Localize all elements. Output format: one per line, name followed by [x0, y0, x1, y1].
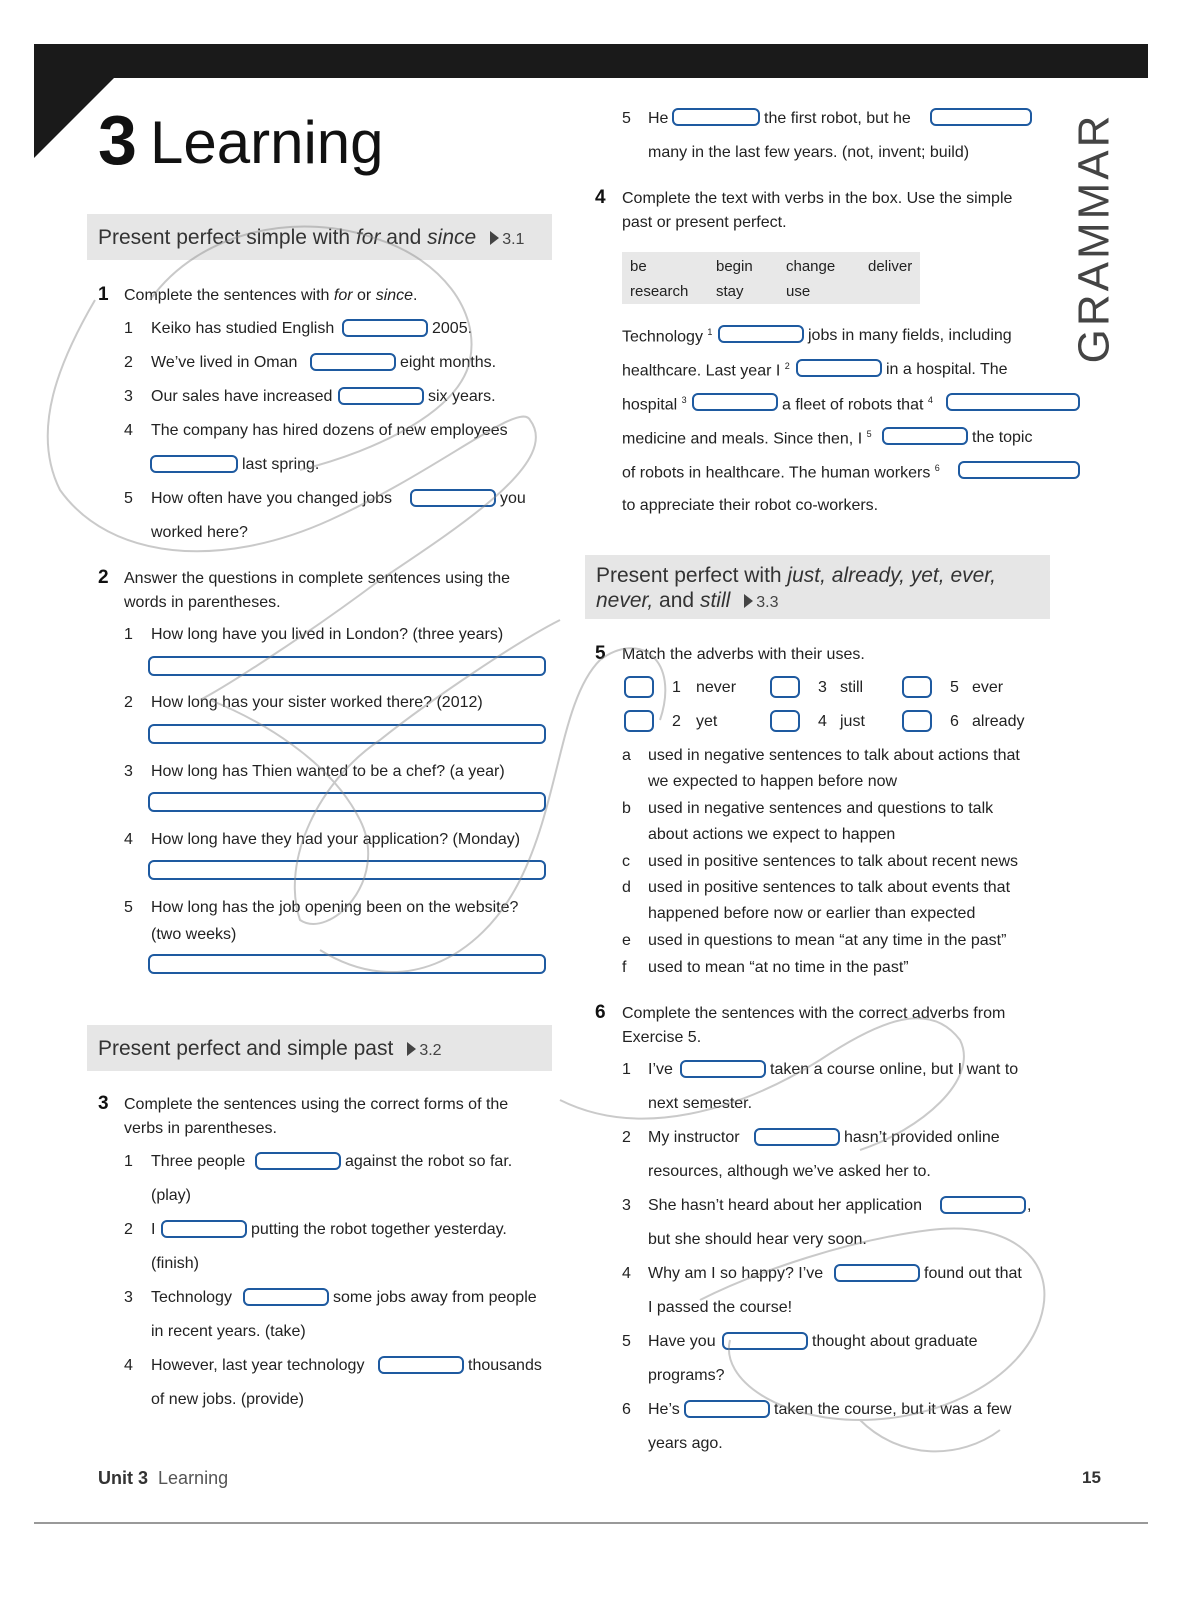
- exercise-number: 6: [595, 1002, 606, 1023]
- answer-line[interactable]: [148, 724, 546, 744]
- word-box-item: use: [786, 283, 811, 300]
- item-number: 2: [622, 1129, 631, 1146]
- item-text: taken the course, but it was a few: [774, 1401, 1012, 1418]
- word-box-item: begin: [716, 258, 753, 275]
- exercise-instruction: Complete the sentences with for or since.: [124, 287, 418, 304]
- play-triangle-icon: [407, 1042, 416, 1056]
- match-box[interactable]: [624, 710, 654, 732]
- item-hint: in recent years. (take): [151, 1323, 306, 1340]
- answer-blank[interactable]: [150, 455, 238, 473]
- answer-blank[interactable]: [722, 1332, 808, 1350]
- use-text: used in positive sentences to talk about events that: [648, 879, 1011, 896]
- adverb-word: still: [840, 679, 864, 696]
- item-text: 2005.: [432, 320, 473, 337]
- use-text: used in positive sentences to talk about recent news: [648, 853, 1018, 870]
- item-hint: (play): [151, 1187, 192, 1204]
- adverb-number: 2: [672, 713, 681, 730]
- section-ref: 3.1: [490, 231, 524, 248]
- text-line: the topic: [972, 429, 1033, 446]
- item-text: We’ve lived in Oman: [151, 354, 298, 371]
- exercise-number: 1: [98, 284, 109, 305]
- answer-blank[interactable]: [930, 108, 1032, 126]
- use-letter: c: [622, 853, 630, 870]
- text-line: a fleet of robots that $^4$: [782, 395, 933, 414]
- page-number: 15: [1082, 1468, 1101, 1487]
- answer-blank[interactable]: [243, 1288, 329, 1306]
- text-line: healthcare. Last year I $^2$: [622, 361, 790, 380]
- use-letter: f: [622, 959, 627, 976]
- section-title-3-1: Present perfect simple with for and since 3.1: [98, 226, 525, 249]
- item-text: programs?: [648, 1367, 725, 1384]
- item-number: 5: [622, 1333, 631, 1350]
- item-text: My instructor: [648, 1129, 740, 1146]
- unit-number: 3: [98, 101, 137, 179]
- question-text: How long has the job opening been on the website?: [151, 899, 519, 916]
- answer-blank[interactable]: [882, 427, 968, 445]
- answer-blank[interactable]: [718, 325, 804, 343]
- adverb-number: 5: [950, 679, 959, 696]
- text-line: in a hospital. The: [886, 361, 1008, 378]
- item-text: I’ve: [648, 1061, 673, 1078]
- item-text: hasn’t provided online: [844, 1129, 1000, 1146]
- footer-unit: Unit 3 Learning: [98, 1468, 229, 1488]
- item-text: you: [500, 490, 526, 507]
- exercise-instruction-line1: Answer the questions in complete sentences using the: [124, 570, 511, 587]
- item-text: six years.: [428, 388, 496, 405]
- exercise-number: 3: [98, 1093, 109, 1114]
- text-line: jobs in many fields, including: [808, 327, 1012, 344]
- item-text: against the robot so far.: [345, 1153, 513, 1170]
- word-box-item: change: [786, 258, 836, 275]
- item-number: 1: [124, 626, 133, 643]
- exercise-instruction: Match the adverbs with their uses.: [622, 646, 865, 663]
- use-letter: d: [622, 879, 631, 896]
- exercise-instruction-line1: Complete the text with verbs in the box. Use the simple: [622, 190, 1013, 207]
- answer-line[interactable]: [148, 656, 546, 676]
- match-box[interactable]: [770, 676, 800, 698]
- item-text: Keiko has studied English: [151, 320, 335, 337]
- answer-blank[interactable]: [834, 1264, 920, 1282]
- play-triangle-icon: [490, 231, 499, 245]
- exercise-number: 2: [98, 567, 109, 588]
- item-text: He: [648, 110, 669, 127]
- item-number: 5: [622, 110, 631, 127]
- item-number: 3: [124, 763, 133, 780]
- item-text: He’s: [648, 1401, 680, 1418]
- use-text: used in negative sentences to talk about actions that: [648, 747, 1020, 764]
- item-number: 3: [622, 1197, 631, 1214]
- item-text: thousands: [468, 1357, 542, 1374]
- word-box-item: stay: [716, 283, 744, 300]
- side-label: GRAMMAR: [1069, 112, 1119, 364]
- exercise-instruction-line2: verbs in parentheses.: [124, 1120, 277, 1137]
- adverb-number: 6: [950, 713, 959, 730]
- item-text: taken a course online, but I want to: [770, 1061, 1019, 1078]
- text-line: medicine and meals. Since then, I $^5$: [622, 429, 872, 448]
- item-hint: of new jobs. (provide): [151, 1391, 304, 1408]
- item-text: Three people: [151, 1153, 246, 1170]
- footer-rule: [34, 1522, 1148, 1524]
- match-box[interactable]: [624, 676, 654, 698]
- use-text: we expected to happen before now: [648, 773, 898, 790]
- item-text: last spring.: [242, 456, 320, 473]
- adverb-word: never: [696, 679, 737, 696]
- section-ref: 3.2: [407, 1042, 441, 1059]
- answer-blank[interactable]: [161, 1220, 247, 1238]
- answer-blank[interactable]: [754, 1128, 840, 1146]
- answer-blank[interactable]: [946, 393, 1080, 411]
- item-text: Technology: [151, 1289, 232, 1306]
- exercise-instruction-line2: words in parentheses.: [124, 594, 281, 611]
- play-triangle-icon: [744, 594, 753, 608]
- match-box[interactable]: [902, 676, 932, 698]
- section-title-3-2: Present perfect and simple past 3.2: [98, 1037, 442, 1060]
- item-number: 2: [124, 694, 133, 711]
- answer-blank[interactable]: [342, 319, 428, 337]
- item-text: She hasn’t heard about her application: [648, 1197, 922, 1214]
- item-number: 2: [124, 354, 133, 371]
- item-text: thought about graduate: [812, 1333, 978, 1350]
- question-text: How long have you lived in London? (three years): [151, 626, 504, 643]
- use-letter: e: [622, 932, 631, 949]
- adverb-number: 3: [818, 679, 827, 696]
- use-text: used in negative sentences and questions to talk: [648, 800, 994, 817]
- answer-line[interactable]: [148, 860, 546, 880]
- answer-blank[interactable]: [680, 1060, 766, 1078]
- answer-blank[interactable]: [672, 108, 760, 126]
- item-number: 5: [124, 490, 133, 507]
- answer-blank[interactable]: [310, 353, 396, 371]
- item-text: resources, although we’ve asked her to.: [648, 1163, 931, 1180]
- use-text: used to mean “at no time in the past”: [648, 959, 909, 976]
- use-letter: a: [622, 747, 631, 764]
- exercise-instruction-line1: Complete the sentences using the correct forms of the: [124, 1096, 509, 1113]
- item-number: 1: [124, 1153, 133, 1170]
- adverb-word: ever: [972, 679, 1004, 696]
- unit-title: Learning: [150, 109, 384, 176]
- adverb-number: 4: [818, 713, 827, 730]
- answer-line[interactable]: [148, 792, 546, 812]
- item-text: Have you: [648, 1333, 716, 1350]
- item-text: ,: [1027, 1197, 1032, 1214]
- use-text: used in questions to mean “at any time in the past”: [648, 932, 1007, 949]
- question-text: How long have they had your application? (Monday): [151, 831, 521, 848]
- item-number: 1: [622, 1061, 631, 1078]
- use-text: about actions we expect to happen: [648, 826, 896, 843]
- item-text: How often have you changed jobs: [151, 490, 393, 507]
- item-text: found out that: [924, 1265, 1022, 1282]
- text-line: to appreciate their robot co-workers.: [622, 497, 879, 514]
- exercise-instruction-line2: Exercise 5.: [622, 1029, 702, 1046]
- match-box[interactable]: [902, 710, 932, 732]
- answer-blank[interactable]: [958, 461, 1080, 479]
- item-number: 4: [124, 422, 133, 439]
- header-bar: [34, 44, 1148, 78]
- item-text: some jobs away from people: [333, 1289, 537, 1306]
- item-text: eight months.: [400, 354, 497, 371]
- text-line: hospital $^3$: [622, 395, 687, 414]
- use-text: happened before now or earlier than expected: [648, 905, 976, 922]
- answer-blank[interactable]: [684, 1400, 770, 1418]
- item-text: I passed the course!: [648, 1299, 793, 1316]
- adverb-word: yet: [696, 713, 718, 730]
- answer-blank[interactable]: [692, 393, 778, 411]
- question-text: How long has your sister worked there? (2012): [151, 694, 483, 711]
- word-box-item: research: [630, 283, 689, 300]
- section-title-3-3: Present perfect with just, already, yet, ever, never, and still 3.3: [596, 564, 996, 612]
- item-hint: (finish): [151, 1255, 200, 1272]
- item-text: years ago.: [648, 1435, 723, 1452]
- item-number: 6: [622, 1401, 631, 1418]
- match-box[interactable]: [770, 710, 800, 732]
- item-number: 4: [124, 831, 133, 848]
- item-text: However, last year technology: [151, 1357, 365, 1374]
- answer-blank[interactable]: [378, 1356, 464, 1374]
- item-text: Our sales have increased: [151, 388, 333, 405]
- item-text: next semester.: [648, 1095, 753, 1112]
- word-box-item: be: [630, 258, 647, 275]
- section-ref: 3.3: [744, 594, 778, 611]
- item-number: 2: [124, 1221, 133, 1238]
- answer-line[interactable]: [148, 954, 546, 974]
- answer-blank[interactable]: [338, 387, 424, 405]
- item-text: The company has hired dozens of new employees: [151, 422, 508, 439]
- item-text: I: [151, 1221, 156, 1238]
- item-text: Why am I so happy? I’ve: [648, 1265, 824, 1282]
- exercise-instruction-line2: past or present perfect.: [622, 214, 787, 231]
- adverb-word: just: [840, 713, 865, 730]
- item-number: 3: [124, 1289, 133, 1306]
- answer-blank[interactable]: [255, 1152, 341, 1170]
- item-text: worked here?: [151, 524, 248, 541]
- text-line: Technology $^1$: [622, 327, 713, 346]
- use-letter: b: [622, 800, 631, 817]
- question-text: How long has Thien wanted to be a chef? (a year): [151, 763, 505, 780]
- item-text: but she should hear very soon.: [648, 1231, 867, 1248]
- adverb-word: already: [972, 713, 1025, 730]
- grammar-side-tab: [1064, 108, 1134, 368]
- exercise-number: 5: [595, 643, 606, 664]
- adverb-number: 1: [672, 679, 681, 696]
- item-number: 5: [124, 899, 133, 916]
- word-box-item: deliver: [868, 258, 913, 275]
- item-number: 4: [124, 1357, 133, 1374]
- item-text: putting the robot together yesterday.: [251, 1221, 507, 1238]
- item-hint: many in the last few years. (not, invent; build): [648, 144, 970, 161]
- item-number: 1: [124, 320, 133, 337]
- item-number: 3: [124, 388, 133, 405]
- item-text: the first robot, but he: [764, 110, 911, 127]
- exercise-instruction-line1: Complete the sentences with the correct adverbs from: [622, 1005, 1006, 1022]
- exercise-number: 4: [595, 187, 606, 208]
- item-number: 4: [622, 1265, 631, 1282]
- answer-blank[interactable]: [796, 359, 882, 377]
- text-line: of robots in healthcare. The human workers $^6$: [622, 463, 940, 482]
- answer-blank[interactable]: [940, 1196, 1026, 1214]
- answer-blank[interactable]: [410, 489, 496, 507]
- question-text: (two weeks): [151, 926, 237, 943]
